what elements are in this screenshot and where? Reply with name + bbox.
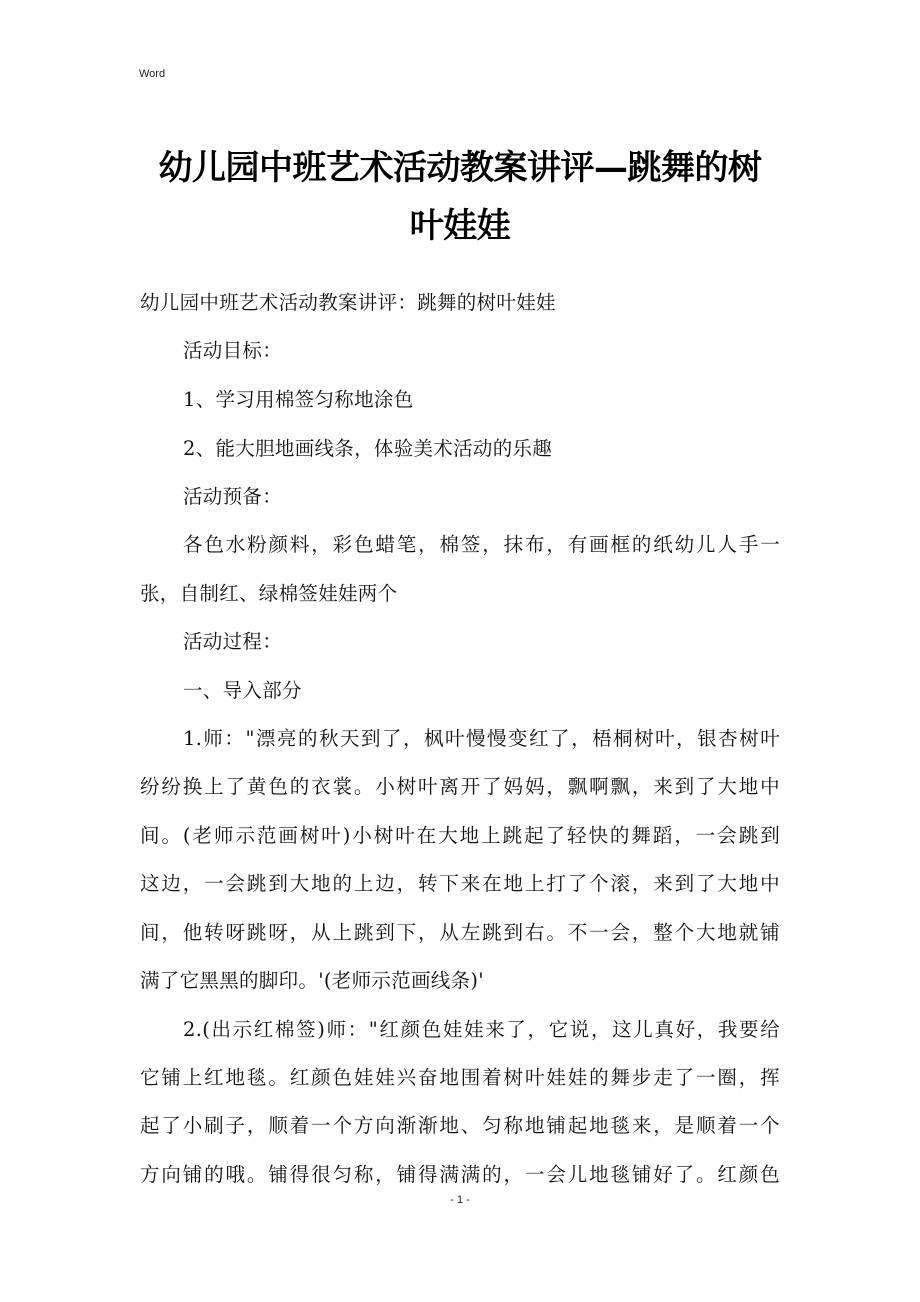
paragraph-line: 张，自制红、绿棉签娃娃两个: [140, 582, 398, 605]
paragraph-line: 间，他转呀跳呀，从上跳到下，从左跳到右。不一会，整个大地就铺: [140, 921, 780, 944]
paragraph-line: 起了小刷子，顺着一个方向渐渐地、匀称地铺起地毯来，是顺着一个: [140, 1114, 780, 1137]
title-line-1: 幼儿园中班艺术活动教案讲评—跳舞的树: [158, 148, 762, 188]
subtitle-line: 幼儿园中班艺术活动教案讲评：跳舞的树叶娃娃: [140, 291, 556, 314]
paragraph-line: 它铺上红地毯。红颜色娃娃兴奋地围着树叶娃娃的舞步走了一圈，挥: [140, 1066, 780, 1089]
section-heading-process: 活动过程：: [183, 630, 283, 653]
paragraph-line: 这边，一会跳到大地的上边，转下来在地上打了个滚，来到了大地中: [140, 872, 780, 895]
paragraph-line: 各色水粉颜料，彩色蜡笔，棉签，抹布，有画框的纸幼儿人手一: [183, 533, 780, 556]
paragraph-line: 2.(出示红棉签)师："红颜色娃娃来了，它说，这儿真好，我要给: [183, 1018, 780, 1041]
goal-item-2: 2、能大胆地画线条，体验美术活动的乐趣: [183, 437, 553, 460]
paragraph-line: 方向铺的哦。铺得很匀称，铺得满满的，一会儿地毯铺好了。红颜色: [140, 1163, 780, 1186]
paragraph-line: 满了它黑黑的脚印。'(老师示范画线条)': [140, 969, 484, 992]
title-line-2: 叶娃娃: [409, 206, 511, 246]
paragraph-line: 1.师："漂亮的秋天到了，枫叶慢慢变红了，梧桐树叶，银杏树叶: [183, 727, 780, 750]
section-heading-intro: 一、导入部分: [183, 679, 302, 702]
section-heading-goals: 活动目标：: [183, 339, 283, 362]
paragraph-line: 纷纷换上了黄色的衣裳。小树叶离开了妈妈，飘啊飘，来到了大地中: [140, 775, 780, 798]
goal-item-1: 1、学习用棉签匀称地涂色: [183, 388, 414, 411]
header-app-label: Word: [139, 68, 166, 80]
page-number: - 1 -: [450, 1194, 470, 1206]
paragraph-line: 间。(老师示范画树叶)小树叶在大地上跳起了轻快的舞蹈，一会跳到: [140, 824, 780, 847]
section-heading-preparation: 活动预备：: [183, 485, 283, 508]
